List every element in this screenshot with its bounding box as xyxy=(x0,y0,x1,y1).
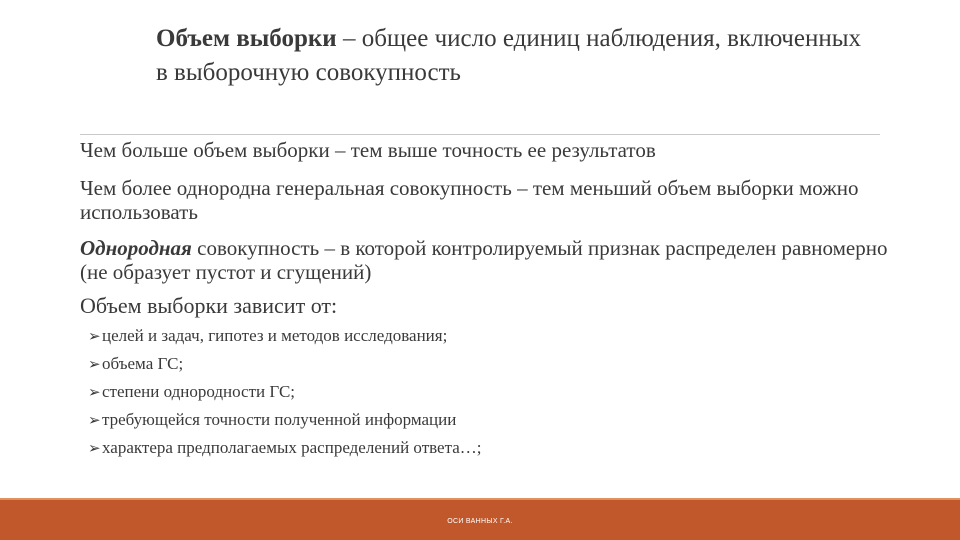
paragraph-depends-on: Объем выборки зависит от: xyxy=(80,293,338,318)
list-item-text: объема ГС; xyxy=(102,354,184,373)
slide-title xyxy=(156,22,876,90)
list-item-text: характера предполагаемых распределений ответа…; xyxy=(102,438,482,457)
paragraph-sample-size-accuracy: Чем больше объем выборки – тем выше точность ее результатов xyxy=(80,138,656,162)
list-item xyxy=(88,434,900,462)
factors-list xyxy=(80,322,900,462)
list-item xyxy=(88,406,900,434)
footer-author: ОСИ ВАННЫХ Г.А. xyxy=(447,518,513,525)
footer-bar xyxy=(0,498,960,540)
list-item xyxy=(88,350,900,378)
arrow-bullet-icon: ➢ xyxy=(88,383,101,401)
paragraph-homogeneous-definition xyxy=(80,236,900,284)
list-item xyxy=(88,322,900,350)
list-item xyxy=(88,378,900,406)
list-item-text: целей и задач, гипотез и методов исследования; xyxy=(102,326,448,345)
list-item-text: требующейся точности полученной информации xyxy=(102,410,457,429)
arrow-bullet-icon: ➢ xyxy=(88,411,101,429)
arrow-bullet-icon: ➢ xyxy=(88,355,101,373)
slide-body xyxy=(80,134,900,462)
paragraph-homogeneity: Чем более однородна генеральная совокупность – тем меньший объем выборки можно использовать xyxy=(80,176,859,224)
arrow-bullet-icon: ➢ xyxy=(88,439,101,457)
title-term: Объем выборки xyxy=(156,25,337,52)
list-item-text: степени однородности ГС; xyxy=(102,382,296,401)
arrow-bullet-icon: ➢ xyxy=(88,327,101,345)
homogeneous-term: Однородная xyxy=(80,236,192,260)
title-definition: – общее число единиц наблюдения, включенных в выборочную совокупность xyxy=(156,25,862,86)
homogeneous-definition: совокупность – в которой контролируемый признак распределен равномерно (не образует пустот и сгущений) xyxy=(80,236,888,284)
